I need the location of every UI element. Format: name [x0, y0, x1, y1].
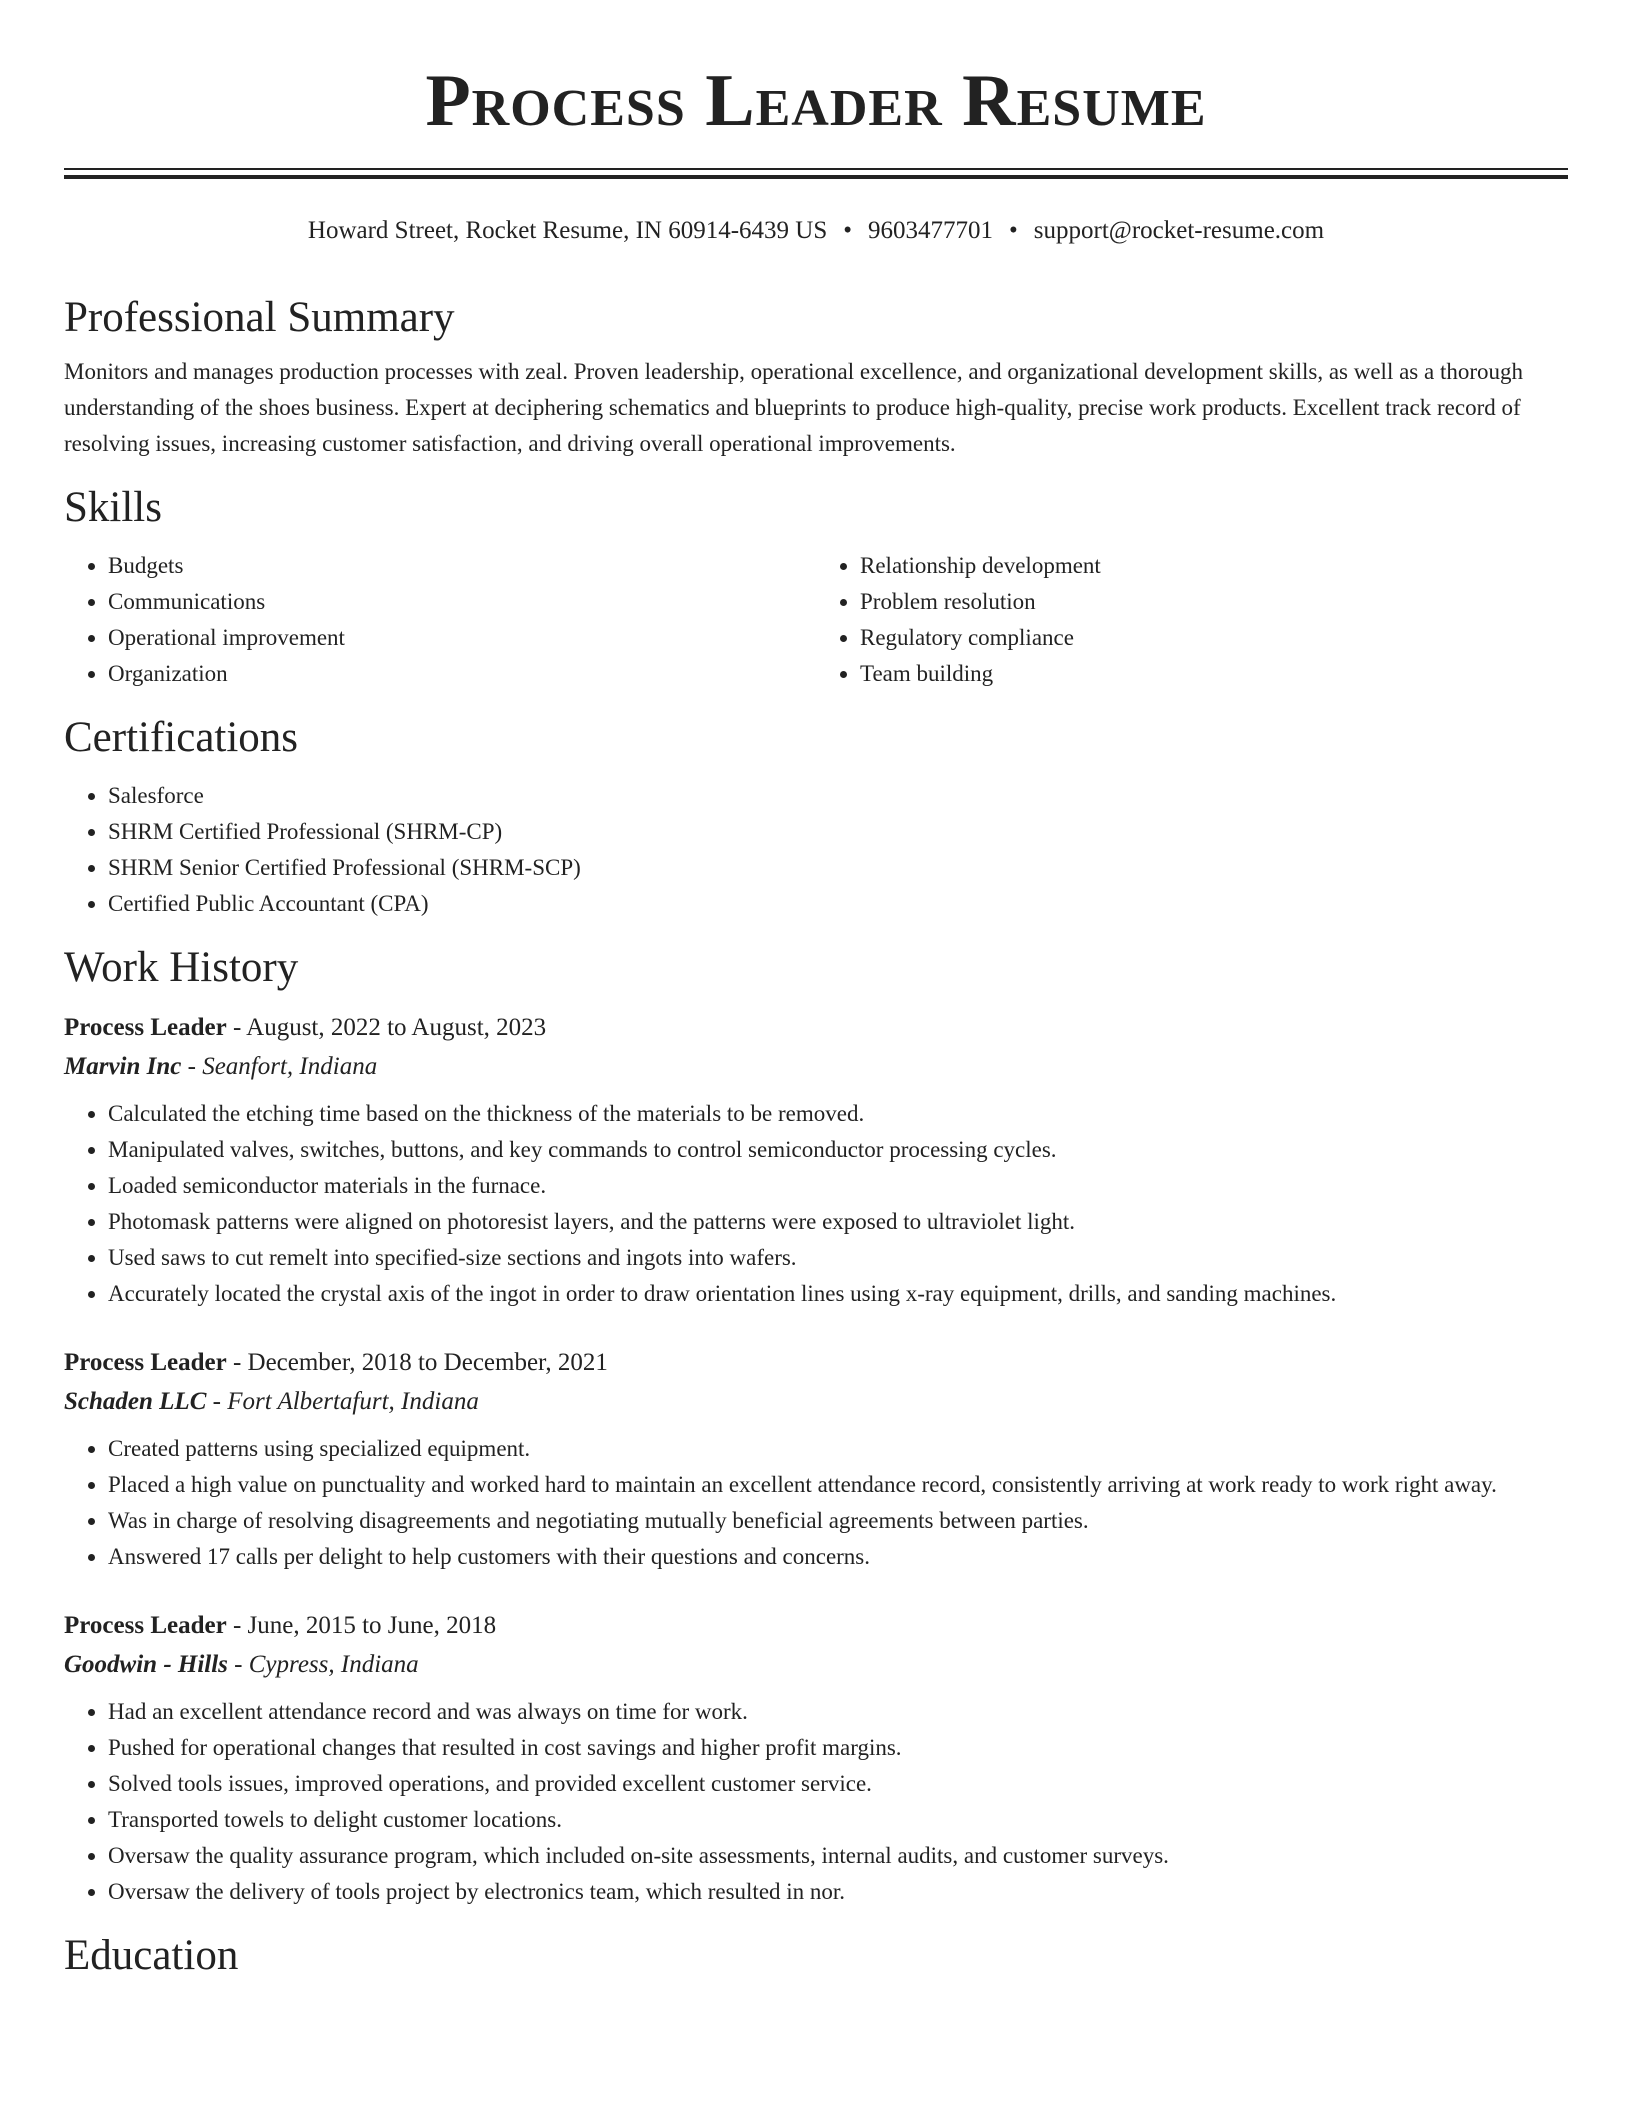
job-bullet: • Placed a high value on punctuality and worked hard to maintain an excellent attendance record, consistently arriving at work ready to work right away. — [108, 1467, 1568, 1503]
resume-body — [64, 290, 1568, 1984]
skill-item: • Communications — [108, 584, 816, 620]
contact-separator: • — [843, 217, 853, 244]
job-bullet-list — [64, 1096, 1568, 1312]
job-dates: - August, 2022 to August, 2023 — [226, 1014, 547, 1041]
job-bullet: • Accurately located the crystal axis of the ingot in order to draw orientation lines using x-ray equipment, drills, and sanding machines. — [108, 1276, 1568, 1312]
contact-address: Howard Street, Rocket Resume, IN 60914-6439 US — [307, 217, 828, 244]
skill-item: • Problem resolution — [860, 584, 1568, 620]
skills-right-list — [816, 548, 1568, 692]
job-bullet: • Created patterns using specialized equipment. — [108, 1431, 1568, 1467]
job-title: Process Leader — [64, 1014, 227, 1041]
job-bullet-list — [64, 1431, 1568, 1575]
job-bullet: • Pushed for operational changes that resulted in cost savings and higher profit margins. — [108, 1730, 1568, 1766]
job-title: Process Leader — [64, 1612, 227, 1639]
certification-item: • SHRM Certified Professional (SHRM-CP) — [108, 814, 1568, 850]
skill-item: • Organization — [108, 656, 816, 692]
job-bullet: • Oversaw the quality assurance program, which included on-site assessments, internal audits, and customer surveys. — [108, 1838, 1568, 1874]
summary-section — [64, 290, 1568, 462]
title-divider-thick — [64, 175, 1568, 179]
job-bullet: • Manipulated valves, switches, buttons, and key commands to control semiconductor processing cycles. — [108, 1132, 1568, 1168]
education-heading: Education — [64, 1932, 239, 1979]
contact-line — [0, 215, 1632, 247]
certifications-list — [64, 778, 1568, 922]
job-bullet: • Solved tools issues, improved operations, and provided excellent customer service. — [108, 1766, 1568, 1802]
certification-item: • SHRM Senior Certified Professional (SHRM-SCP) — [108, 850, 1568, 886]
work-history-section — [64, 940, 1568, 1910]
job-entry — [64, 1343, 1568, 1575]
job-company: Goodwin - Hills — [64, 1651, 228, 1678]
job-bullet: • Transported towels to delight customer locations. — [108, 1802, 1568, 1838]
skills-heading: Skills — [64, 484, 162, 531]
job-bullet-list — [64, 1694, 1568, 1910]
job-bullet: • Used saws to cut remelt into specified-size sections and ingots into wafers. — [108, 1240, 1568, 1276]
skill-item: • Relationship development — [860, 548, 1568, 584]
certification-item: • Certified Public Accountant (CPA) — [108, 886, 1568, 922]
job-header — [64, 1606, 1568, 1645]
job-bullet: • Answered 17 calls per delight to help customers with their questions and concerns. — [108, 1539, 1568, 1575]
skills-section — [64, 480, 1568, 692]
job-dates: - June, 2015 to June, 2018 — [226, 1612, 497, 1639]
resume-title: Process Leader Resume — [425, 60, 1207, 142]
education-section — [64, 1928, 1568, 1984]
job-location: - Seanfort, Indiana — [181, 1053, 378, 1080]
skills-columns — [64, 548, 1568, 692]
job-location: - Cypress, Indiana — [227, 1651, 419, 1678]
job-bullet: • Photomask patterns were aligned on photoresist layers, and the patterns were exposed to ultraviolet light. — [108, 1204, 1568, 1240]
certifications-heading: Certifications — [64, 714, 299, 761]
job-title: Process Leader — [64, 1349, 227, 1376]
title-divider-thin — [64, 168, 1568, 170]
job-company-line — [64, 1047, 1568, 1086]
job-bullet: • Was in charge of resolving disagreements and negotiating mutually beneficial agreements between parties. — [108, 1503, 1568, 1539]
contact-email: support@rocket-resume.com — [1033, 217, 1325, 244]
job-bullet: • Oversaw the delivery of tools project by electronics team, which resulted in nor. — [108, 1874, 1568, 1910]
skill-item: • Team building — [860, 656, 1568, 692]
skill-item: • Operational improvement — [108, 620, 816, 656]
job-bullet: • Calculated the etching time based on the thickness of the materials to be removed. — [108, 1096, 1568, 1132]
job-company-line — [64, 1382, 1568, 1421]
job-header — [64, 1008, 1568, 1047]
summary-text: Monitors and manages production processes with zeal. Proven leadership, operational excellence, and organizational development skills, as well as a thorough understanding of the shoes business. Expert at deciphering schematics and blueprints to produce high-quality, precise work products. Excellent track record of resolving issues, increasing customer satisfaction, and driving overall operational improvements. — [64, 359, 1524, 456]
job-bullet: • Loaded semiconductor materials in the furnace. — [108, 1168, 1568, 1204]
job-location: - Fort Albertafurt, Indiana — [206, 1388, 479, 1415]
job-entry — [64, 1606, 1568, 1910]
certifications-section — [64, 710, 1568, 922]
job-company: Schaden LLC — [64, 1388, 207, 1415]
job-company-line — [64, 1645, 1568, 1684]
job-entry — [64, 1008, 1568, 1312]
certification-item: • Salesforce — [108, 778, 1568, 814]
contact-separator: • — [1009, 217, 1018, 244]
summary-heading: Professional Summary — [64, 294, 455, 341]
job-dates: - December, 2018 to December, 2021 — [226, 1349, 608, 1376]
work-history-heading: Work History — [64, 944, 299, 991]
job-bullet: • Had an excellent attendance record and was always on time for work. — [108, 1694, 1568, 1730]
job-header — [64, 1343, 1568, 1382]
job-company: Marvin Inc — [64, 1053, 182, 1080]
contact-phone: 9603477701 — [868, 217, 994, 244]
skills-left-list — [64, 548, 816, 692]
skill-item: • Regulatory compliance — [860, 620, 1568, 656]
skill-item: • Budgets — [108, 548, 816, 584]
